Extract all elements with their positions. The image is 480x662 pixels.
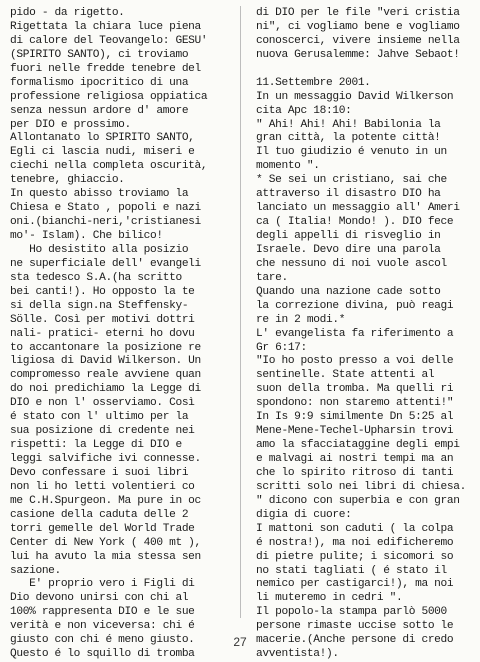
text-line: oni.(bianchi-neri,'cristianesi: [10, 216, 201, 229]
text-line: lui ha avuto la mia stessa sen: [10, 550, 201, 563]
text-line: ligiosa di David Wilkerson. Un: [10, 355, 201, 368]
text-line: la correzione divina, può reagi: [256, 299, 454, 312]
text-line: pido - da rigetto.: [10, 7, 125, 19]
text-line: sta tedesco S.A.(ha scritto: [10, 271, 182, 284]
text-line: do noi predichiamo la Legge di: [10, 383, 201, 396]
text-line: per DIO e prossimo.: [10, 118, 131, 131]
text-line: 100% rappresenta DIO e le sue: [10, 606, 195, 619]
text-line: rispetti: la Legge di DIO e: [10, 439, 182, 452]
text-line: I mattoni son caduti ( la colpa: [256, 522, 454, 535]
text-line: lanciato un messaggio all' Ameri: [256, 202, 460, 215]
text-line: sentinelle. State attenti al: [256, 369, 435, 382]
text-line: non li ho letti volentieri co: [10, 480, 195, 493]
text-line: di calore del Teovangelo: GESU': [10, 34, 208, 47]
text-line: Dio devono unirsi con chi al: [10, 592, 189, 605]
text-line: macerie.(Anche persone di credo: [256, 634, 454, 647]
text-line: di pietre pulite; i sicomori so: [256, 550, 454, 563]
text-line: Mene-Mene-Techel-Upharsin trovi: [256, 425, 454, 438]
text-line: Chiesa e Stato , popoli e nazi: [10, 202, 201, 215]
text-line: li muteremo in cedri ".: [256, 592, 403, 605]
text-line: ciechi nella completa oscurità,: [10, 160, 208, 173]
text-line: nali- pratici- eterni ho dovu: [10, 327, 195, 340]
text-line: Rigettata la chiara luce piena: [10, 20, 201, 33]
text-line: L' evangelista fa riferimento a: [256, 327, 454, 340]
text-line: In questo abisso troviamo la: [10, 188, 189, 201]
text-line: " Ahi! Ahi! Ahi! Babilonia la: [256, 118, 441, 131]
text-line: me C.H.Spurgeon. Ma pure in oc: [10, 494, 201, 507]
text-line: sazione.: [10, 564, 61, 577]
text-line: gran città, la potente città!: [256, 132, 441, 145]
text-line: ne superficiale dell' evangeli: [10, 257, 201, 270]
text-line: conoscerci, vivere insieme nella: [256, 34, 460, 47]
text-line: E' proprio vero i Figli di: [10, 578, 195, 591]
text-line: " dicono con superbia e con gran: [256, 494, 460, 507]
text-line: Devo confessare i suoi libri: [10, 466, 189, 479]
text-line: "Io ho posto presso a voi delle: [256, 355, 454, 368]
text-line: di DIO per le file "veri cristia: [256, 7, 460, 19]
text-line: professione religiosa oppiatica: [10, 90, 208, 103]
text-line: Ho desistito alla posizio: [10, 243, 189, 256]
text-line: In un messaggio David Wilkerson: [256, 90, 454, 103]
text-line: compromesso reale avviene quan: [10, 369, 201, 382]
text-line: Israele. Devo dire una parola: [256, 243, 441, 256]
text-line: * Se sei un cristiano, sai che: [256, 174, 447, 187]
text-line: (SPIRITO SANTO), ci troviamo: [10, 48, 189, 61]
page-number: 27: [233, 635, 247, 649]
text-line: to accantonare la posizione re: [10, 341, 201, 354]
text-line: persone rimaste uccise sotto le: [256, 620, 454, 633]
text-line: suon della tromba. Ma quelli ri: [256, 383, 454, 396]
text-line: In Is 9:9 similmente Dn 5:25 al: [256, 411, 454, 424]
text-line: che lo spirito ritroso di tanti: [256, 466, 454, 479]
text-line: spondono: non staremo attenti!": [256, 397, 454, 410]
text-line: Center di New York ( 400 mt ),: [10, 536, 201, 549]
text-line: ni", ci vogliamo bene e vogliamo: [256, 20, 460, 33]
text-line: che nessuno di noi vuole ascol: [256, 257, 447, 270]
text-line: no stati tagliati ( é stato il: [256, 564, 447, 577]
text-line: mo'- Islam). Che bilico!: [10, 230, 163, 242]
left-text-column: [10, 7, 236, 662]
right-text-column: [256, 7, 476, 662]
text-line: Allontanato lo SPIRITO SANTO,: [10, 132, 195, 145]
text-line: scritti solo nei libri di chiesa.: [256, 480, 466, 493]
text-line: Questo é lo squillo di tromba: [10, 648, 195, 661]
text-line: formalismo ipocritico di una: [10, 76, 189, 89]
text-line: sua posizione di credente nei: [10, 425, 195, 438]
text-line: tare.: [256, 271, 288, 284]
text-line: cita Apc 18:10:: [256, 104, 352, 117]
text-line: Quando una nazione cade sotto: [256, 285, 441, 298]
text-line: giusto con chi é meno giusto.: [10, 634, 195, 647]
text-line: é nostra!), ma noi edificheremo: [256, 536, 454, 549]
text-line: Il popolo-la stampa parlò 5000: [256, 606, 447, 619]
text-line: attraverso il disastro DIO ha: [256, 188, 441, 201]
text-line: amo la sfacciataggine degli empi: [256, 439, 460, 452]
text-line: senza nessun ardore d' amore: [10, 104, 189, 117]
text-line: nemico per castigarci!), ma noi: [256, 578, 454, 591]
text-line: si della sign.na Steffensky-: [10, 299, 189, 312]
text-line: nuova Gerusalemme: Jahve Sebaot!: [256, 48, 460, 61]
text-line: avventista!).: [256, 648, 339, 661]
text-line: fuori nelle fredde tenebre del: [10, 62, 201, 75]
text-line: digia di cuore:: [256, 508, 352, 521]
text-line: torri gemelle del World Trade: [10, 522, 195, 535]
column-divider: [240, 6, 241, 618]
text-line: leggi salvifiche ivi connesse.: [10, 453, 201, 465]
text-line: verità e non viceversa: chi é: [10, 620, 195, 633]
text-line: é stato con l' ultimo per la: [10, 411, 189, 424]
text-line: casione della caduta delle 2: [10, 508, 189, 521]
text-line: Il tuo giudizio é venuto in un: [256, 146, 447, 159]
text-line: e malvagi ai nostri tempi ma an: [256, 453, 454, 465]
text-line: degli appelli di risveglio in: [256, 230, 441, 242]
text-line: Sölle. Così per motivi dottri: [10, 313, 195, 326]
text-line: Gr 6:17:: [256, 341, 307, 354]
text-line: momento ".: [256, 160, 320, 173]
text-line: 11.Settembre 2001.: [256, 76, 371, 89]
text-line: [256, 63, 476, 77]
text-line: DIO e non l' osserviamo. Così: [10, 397, 195, 410]
text-line: tenebre, ghiaccio.: [10, 174, 125, 187]
text-line: re in 2 modi.*: [256, 313, 346, 326]
text-line: bei canti!). Ho opposto la te: [10, 285, 195, 298]
text-line: Egli ci lascia nudi, miseri e: [10, 146, 195, 159]
text-line: ca ( Italia! Mondo! ). DIO fece: [256, 216, 454, 229]
